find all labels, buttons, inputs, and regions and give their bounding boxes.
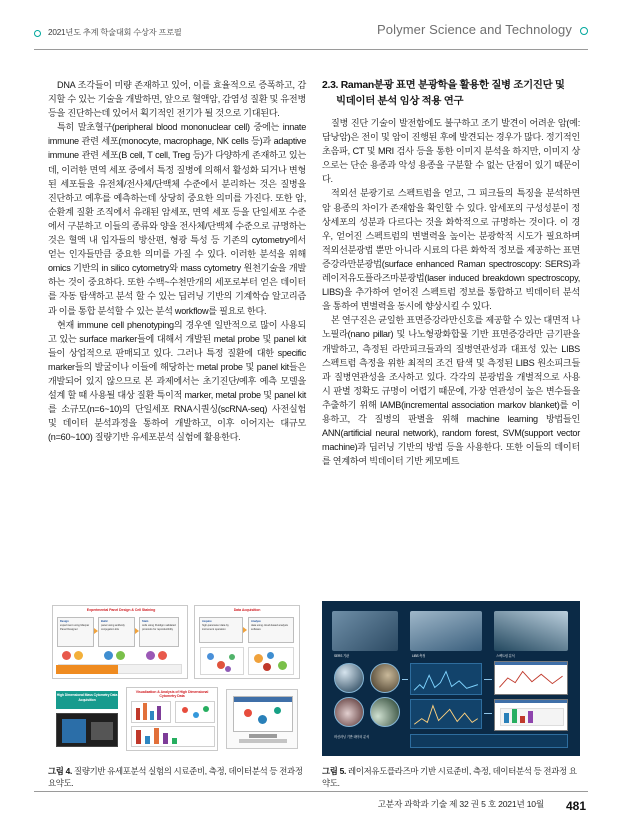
sample-circle [334,697,364,727]
card-body: data using cloud-based analysis software [251,624,288,631]
left-column [48,78,306,444]
card-body: panel using antibody conjugation kits [101,624,125,631]
panel-title: Data Acquisition [233,608,261,612]
right-column [322,78,580,468]
page-header [34,22,588,56]
photo-sers-substrate [332,611,398,651]
figure-5-caption-text: 레이저유도플라즈마 기반 시료준비, 측정, 데이터분석 등 전과정 요약도. [322,766,577,789]
card-acquire [199,617,243,643]
photo-instrument [494,611,568,651]
diamond-marker-icon [34,30,41,37]
panel-title: Experimental Panel Design & Cell Staining [86,608,156,612]
figure-5-label: LIBS 측정 [412,654,426,658]
card-body: cells using Fluidigm validated protocols for reproducibility [142,624,176,631]
figure-5-image [322,601,580,756]
section-heading-line2: 빅데이터 분석 임상 적용 연구 [336,95,464,107]
figure-5-caption [322,765,580,790]
photo-nano-pillar [410,611,482,651]
header-divider [34,49,588,50]
paragraph: 본 연구진은 균일한 표면증강라만신호를 제공할 수 있는 대면적 나노필라(nano pillar) 및 나노형광화합물 기반 표면증강라만 금기판을 개발하고, 측정된 라만피크들과의 질병연관성과 대표성 있는 LIBS 스펙트럼 측정을 위한 최적의 조건 탐색 및 측정된 LIBS 원소피크들과 질병연관성을 조사하고 있다. 각각의 분광법을 개별적으로 사용 시 판별 정확도 규명이 어렵기 때문에, 가장 연관성이 높은 변수들을 추출하기 위해 IAMB(incremental association markov blanket)를 이용하고, 각 질병의 판별을 위해 machine learning 방법들인 ANN(artificial neural network), random forest, SVM(support vector machine)과 딥러닝 기반의 방법 등을 사용한다. 또한 이들의 데이터를 연계하여 빅데이터 기반 케모메트 [322,315,580,467]
circle-marker-icon [580,27,588,35]
paragraph: 특히 말초혈구(peripheral blood mononuclear cell) 중에는 innate immune 관련 세포(monocyte, macrophage, NK cells 등)과 adaptive immune 관련 세포(B cell, T cell, Treg 등)가 다양하게 존재하고 있는데, 이러한 면역 세포 중에서 특정 질병에 의해서 활성화 되거나 변형된 세포들을 유전체/전사체/단백체 수준에서 분리하는 것은 질병을 진단하고 예후를 예측하는데 상당히 중요한 의미를 가진다. 또한 암, 순환계 질환 조직에서 유래된 암세포, 면역 세포 등을 단일세포 수준에서 구분하고 이들의 종류와 양을 전사체/단백체 수준으로 규명하는 것은 혈액 내 입자들의 방산편, 형광 특성 등 기존의 cytometry에서 얻는 인자들만큼 중요한 의미를 가질 수 있다. 이러한 분석을 위해 omics 기반의 in silico cytometry와 mass cytometry 원천기술을 개발하는 것이 중요하다. 또한 수백~수천만개의 세포로부터 얻은 데이터를 자동 탐색하고 분석 할 수 있는 딥러닝 기반의 기계학습 알고리즘과 이를 통합 분석할 수 있는 분석 workflow를 필요로 한다. [48,122,306,316]
card-stain [139,617,179,647]
card-body: high-parameter data by instrument operation [202,624,229,631]
instrument-illustration [56,713,118,747]
card-body: experiment using Maxpar Panel Designer [60,624,90,631]
figure-4-caption [48,765,306,790]
sample-circle [370,697,400,727]
paragraph: 질병 진단 기술이 발전함에도 불구하고 조기 발견이 어려운 암(예: 담낭암)은 전이 및 암이 진행된 후에 발견되는 경우가 많다. 정기적인 초음파, CT 및 MRI 검사 등을 통한 이미지 분석을 하지만, 이미지 상으로는 단순 용종과 악성 용종을 구분할 수 없는 단점이 있기 때문이다. [322,118,580,185]
header-journal-title: Polymer Science and Technology [377,22,572,37]
analysis-window [494,699,568,731]
sample-circle [334,663,364,693]
panel-title: Visualization & Analysis of High Dimensional Cytometry Data [135,690,209,698]
spectrum-chip [410,699,482,729]
sample-circle [370,663,400,693]
card-title: Design [60,620,69,623]
figure-4-caption-label: 그림 4. [48,766,72,776]
footer-journal-info: 고분자 과학과 기술 제 32 권 5 호 2021년 10월 [377,799,544,809]
card-analyze [248,617,294,643]
card-title: Build [101,620,108,623]
analysis-software-illustration [226,689,298,749]
banner-high-dimensional: High Dimensional Mass Cytometry Data Acquisition [56,691,118,709]
figure-4-caption-text: 질량기반 유세포분석 실험의 시료준비, 측정, 데이터분석 등 전과정 요약도. [48,766,303,789]
header-left-text: 2021년도 추계 학술대회 수상자 프로필 [48,28,182,37]
section-heading-line1: 2.3. Raman분광 표면 분광학을 활용한 질병 조기진단 및 [322,80,565,91]
card-title: Analyze [251,620,261,623]
figure-5-label: 머신러닝 기반 데이터 분석 [334,735,370,739]
card-title: Acquire [202,620,212,623]
paragraph: 적외선 분광기로 스펙트럼을 얻고, 그 피크들의 특징을 분석하면 암 용종의 차이가 존재함을 확인할 수 있다. 암세포의 구성성분이 정상세포의 성분과 다르다는 것을 화학적으로 규명하는 것이다. 이 경우, 얻어진 스펙트럼의 변별력을 높이는 분광학적 시도가 필요하며 적외선분광법 뿐만 아니라 시료의 다른 화학적 정보를 제공하는 표면증강라만분광법(surface enhanced Raman spectroscopy: SERS)과 레이저유도플라즈마분광법(laser induced breakdown spectroscopy, LIBS)을 추가하여 얻어진 스펙트럼 정보를 통합하고 빅데이터 분석을 통하여 변별력을 동시에 향상시킬 수 있다. [322,188,580,312]
section-heading [322,78,580,109]
paragraph: DNA 조각들이 미량 존재하고 있어, 이를 효율적으로 증폭하고, 감지할 수 있는 기술을 개발하면, 앞으로 혈액암, 감염성 질환 및 유전병 등을 진단하는데 있어서 획기적인 전기가 될 것으로 기대된다. [48,80,306,119]
card-build [98,617,135,647]
card-title: Stain [142,620,149,623]
analysis-window [494,661,568,695]
figure-4-image [48,601,306,756]
paragraph: 현재 immune cell phenotyping의 경우엔 일반적으로 많이 사용되고 있는 surface marker들에 대해서 개발된 metal probe 및 panel kit들이 상업적으로 판매되고 있다. 그러나 특정 질환에 대한 specific marker들의 발굴이나 이들에 해당하는 metal probe 및 panel kit들은 개발되어 있지 않으므로 본 과제에서는 초기진단/예후 예측 모델을 설계 할 때 사용될 대상 질환 특이적 marker, metal probe 및 panel kit를 소규모(n=6~10)의 단일세포 RNA시퀀싱(scRNA-seq) 사전실험 및 데이터 분석과정을 통하여 개발하고, 이후 이어지는 대규모(n=60~100) 질량기반 유세포분석 실험에 활용한다. [48,319,306,443]
card-design [57,617,94,647]
figure-5-caption-label: 그림 5. [322,766,346,776]
page-number: 481 [565,799,586,813]
footer-divider [34,791,588,792]
figure-5-label: SERS 기판 [334,654,350,658]
figure-5-label: 스펙트럼 분석 [496,654,515,658]
spectrum-chip [410,663,482,695]
